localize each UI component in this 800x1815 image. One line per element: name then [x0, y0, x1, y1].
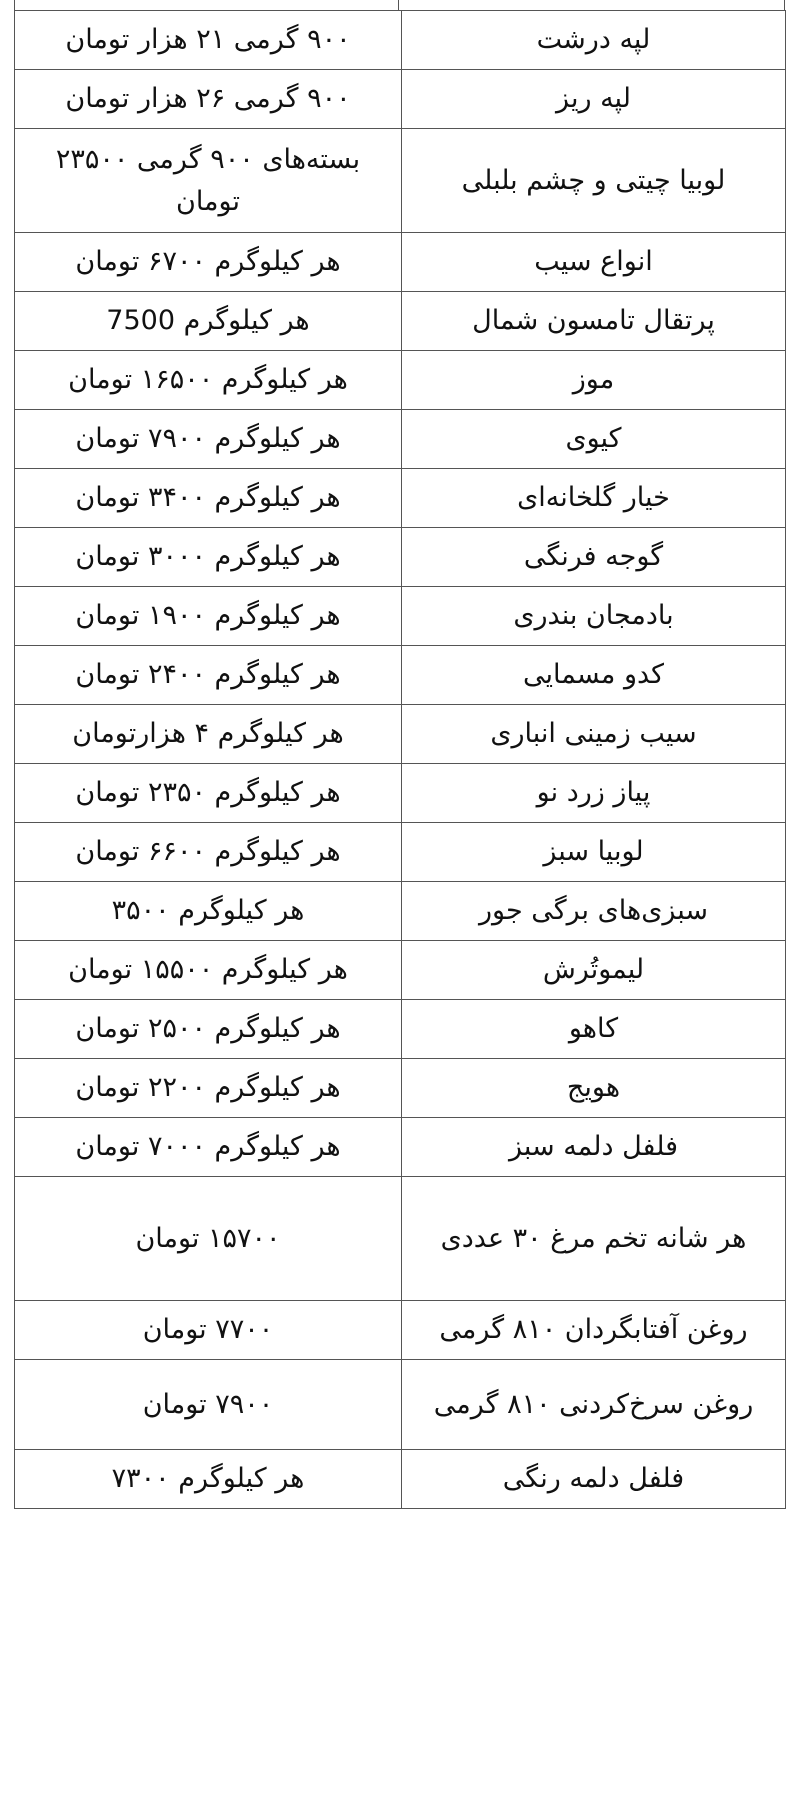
table-row [15, 70, 786, 129]
table-row [15, 528, 786, 587]
price-table [14, 10, 786, 1509]
item-cell: هویج [402, 1059, 786, 1118]
item-cell: روغن آفتابگردان ۸۱۰ گرمی [402, 1301, 786, 1360]
table-row [15, 292, 786, 351]
price-cell: هر کیلوگرم ۱۹۰۰ تومان [15, 587, 402, 646]
price-cell: هر کیلوگرم ۷۹۰۰ تومان [15, 410, 402, 469]
table-row [15, 941, 786, 1000]
item-cell: فلفل دلمه رنگی [402, 1450, 786, 1509]
item-cell: فلفل دلمه سبز [402, 1118, 786, 1177]
item-cell: سبزی‌های برگی جور [402, 882, 786, 941]
table-row [15, 1059, 786, 1118]
price-cell: هر کیلوگرم ۳۵۰۰ [15, 882, 402, 941]
table-row [15, 1177, 786, 1301]
price-cell: هر کیلوگرم ۷۳۰۰ [15, 1450, 402, 1509]
price-cell: بسته‌های ۹۰۰ گرمی ۲۳۵۰۰ تومان [15, 129, 402, 233]
price-cell: هر کیلوگرم ۶۶۰۰ تومان [15, 823, 402, 882]
table-row [15, 705, 786, 764]
table-row [15, 823, 786, 882]
price-cell: هر کیلوگرم ۳۴۰۰ تومان [15, 469, 402, 528]
price-cell: هر کیلوگرم ۴ هزارتومان [15, 705, 402, 764]
price-cell: هر کیلوگرم ۱۶۵۰۰ تومان [15, 351, 402, 410]
item-cell: کیوی [402, 410, 786, 469]
price-cell: هر کیلوگرم ۱۵۵۰۰ تومان [15, 941, 402, 1000]
price-cell: هر کیلوگرم ۷۰۰۰ تومان [15, 1118, 402, 1177]
item-cell: انواع سیب [402, 233, 786, 292]
item-cell: پیاز زرد نو [402, 764, 786, 823]
price-cell: ۹۰۰ گرمی ۲۱ هزار تومان [15, 11, 402, 70]
price-cell: هر کیلوگرم ۲۲۰۰ تومان [15, 1059, 402, 1118]
item-cell: کدو مسمایی [402, 646, 786, 705]
top-border-stub [0, 0, 800, 10]
item-cell: گوجه فرنگی [402, 528, 786, 587]
table-row [15, 11, 786, 70]
price-cell: ۹۰۰ گرمی ۲۶ هزار تومان [15, 70, 402, 129]
table-row [15, 469, 786, 528]
item-cell: لوبیا سبز [402, 823, 786, 882]
item-cell: لپه ریز [402, 70, 786, 129]
price-table-body [15, 11, 786, 1509]
item-cell: لوبیا چیتی و چشم بلبلی [402, 129, 786, 233]
item-cell: سیب زمینی انباری [402, 705, 786, 764]
item-cell: کاهو [402, 1000, 786, 1059]
item-cell: پرتقال تامسون شمال [402, 292, 786, 351]
item-cell: هر شانه تخم مرغ ۳۰ عددی [402, 1177, 786, 1301]
item-cell: لیموتُرش [402, 941, 786, 1000]
price-cell: هر کیلوگرم 7500 [15, 292, 402, 351]
table-row [15, 646, 786, 705]
table-row [15, 764, 786, 823]
price-cell: هر کیلوگرم ۲۳۵۰ تومان [15, 764, 402, 823]
table-row [15, 233, 786, 292]
table-row [15, 1301, 786, 1360]
price-cell: هر کیلوگرم ۲۴۰۰ تومان [15, 646, 402, 705]
item-cell: بادمجان بندری [402, 587, 786, 646]
price-cell: ۱۵۷۰۰ تومان [15, 1177, 402, 1301]
price-cell: هر کیلوگرم ۶۷۰۰ تومان [15, 233, 402, 292]
table-row [15, 1000, 786, 1059]
table-row [15, 882, 786, 941]
item-cell: روغن سرخ‌کردنی ۸۱۰ گرمی [402, 1360, 786, 1450]
price-cell: هر کیلوگرم ۳۰۰۰ تومان [15, 528, 402, 587]
table-row [15, 1118, 786, 1177]
table-row [15, 1360, 786, 1450]
price-cell: ۷۹۰۰ تومان [15, 1360, 402, 1450]
table-row [15, 1450, 786, 1509]
table-row [15, 351, 786, 410]
item-cell: لپه درشت [402, 11, 786, 70]
table-row [15, 410, 786, 469]
item-cell: خیار گلخانه‌ای [402, 469, 786, 528]
table-row [15, 129, 786, 233]
price-cell: ۷۷۰۰ تومان [15, 1301, 402, 1360]
table-row [15, 587, 786, 646]
item-cell: موز [402, 351, 786, 410]
price-cell: هر کیلوگرم ۲۵۰۰ تومان [15, 1000, 402, 1059]
